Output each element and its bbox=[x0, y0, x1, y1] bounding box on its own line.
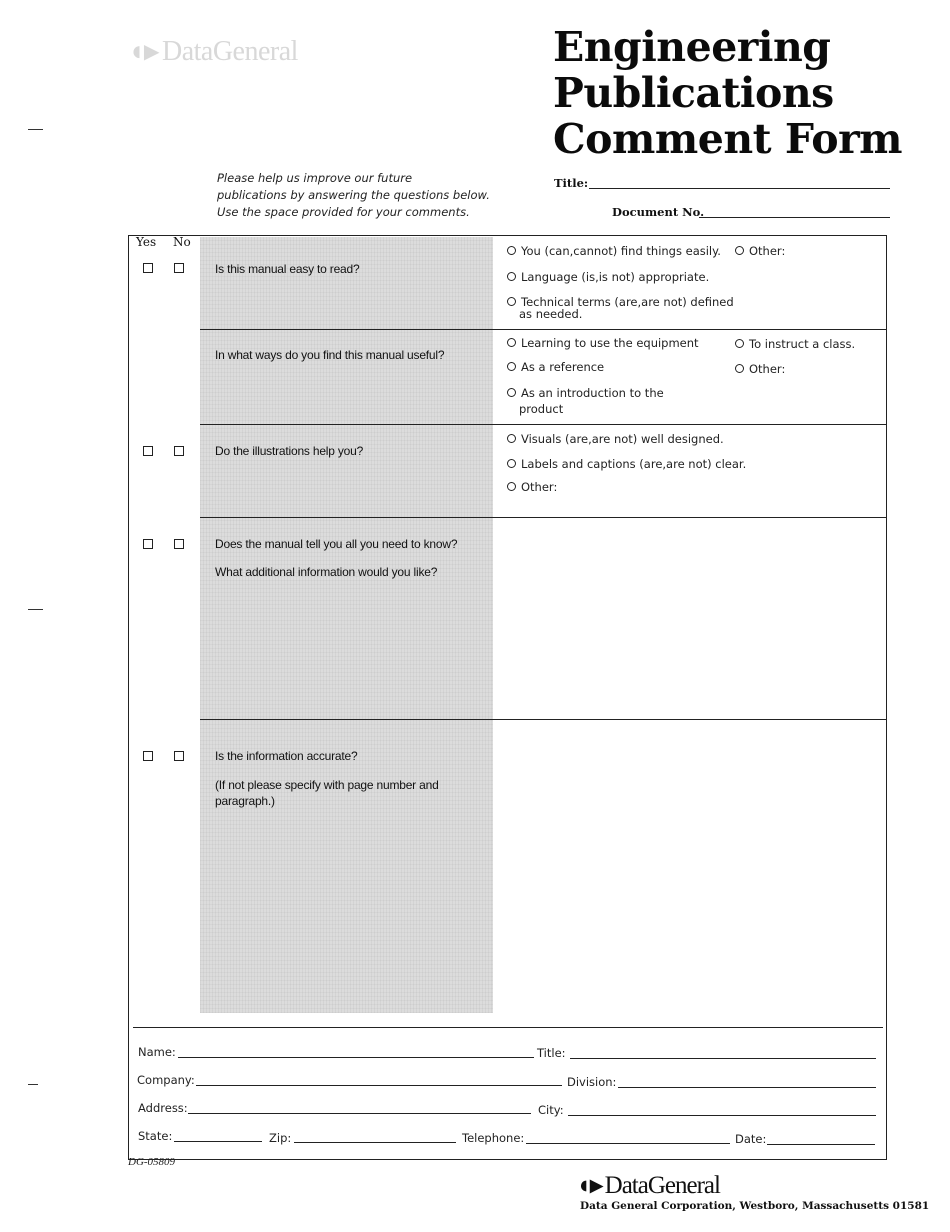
q3-yes-checkbox[interactable] bbox=[143, 446, 153, 456]
zip-field[interactable] bbox=[294, 1142, 456, 1143]
q1-option-other[interactable]: Other: bbox=[735, 245, 785, 258]
q5-yes-checkbox[interactable] bbox=[143, 751, 153, 761]
q2-option-learning[interactable]: Learning to use the equipment bbox=[507, 337, 699, 350]
q3-no-checkbox[interactable] bbox=[174, 446, 184, 456]
city-label: City: bbox=[538, 1103, 564, 1117]
q3-option-labels[interactable]: Labels and captions (are,are not) clear. bbox=[507, 458, 746, 471]
date-field[interactable] bbox=[767, 1144, 875, 1145]
radio-icon bbox=[507, 297, 516, 306]
document-no-label: Document No. bbox=[612, 205, 705, 219]
question-2: In what ways do you find this manual useful? bbox=[215, 348, 445, 362]
no-column-header: No bbox=[173, 235, 191, 249]
form-title-line: Comment Form bbox=[553, 115, 903, 163]
q1-option-technical[interactable]: Technical terms (are,are not) defined bbox=[507, 296, 734, 309]
margin-tick bbox=[28, 1084, 38, 1085]
question-5: Is the information accurate? bbox=[215, 749, 358, 763]
data-general-logo-icon: ◖▸ bbox=[576, 1172, 602, 1199]
radio-icon bbox=[507, 459, 516, 468]
question-4-followup: What additional information would you like? bbox=[215, 565, 438, 579]
radio-icon bbox=[507, 388, 516, 397]
document-no-field[interactable] bbox=[699, 217, 890, 218]
q3-option-visuals[interactable]: Visuals (are,are not) well designed. bbox=[507, 433, 724, 446]
form-title-line: Publications bbox=[553, 69, 834, 117]
q1-option-technical-cont: as needed. bbox=[519, 307, 583, 321]
question-5-note: (If not please specify with page number and bbox=[215, 778, 439, 792]
radio-icon bbox=[507, 362, 516, 371]
division-field[interactable] bbox=[618, 1087, 876, 1088]
form-title-line: Engineering bbox=[553, 23, 831, 71]
company-label: Company: bbox=[137, 1073, 195, 1087]
radio-icon bbox=[507, 246, 516, 255]
q1-option-find[interactable]: You (can,cannot) find things easily. bbox=[507, 245, 721, 258]
q1-no-checkbox[interactable] bbox=[174, 263, 184, 273]
radio-icon bbox=[507, 482, 516, 491]
intro-line: Please help us improve our future bbox=[217, 171, 413, 185]
q2-option-introduction[interactable]: As an introduction to the bbox=[507, 387, 664, 400]
form-title bbox=[553, 24, 902, 162]
address-label: Address: bbox=[138, 1101, 188, 1115]
question-5-note-cont: paragraph.) bbox=[215, 794, 275, 808]
q5-no-checkbox[interactable] bbox=[174, 751, 184, 761]
form-code: DG-05809 bbox=[128, 1156, 176, 1168]
company-field[interactable] bbox=[196, 1085, 562, 1086]
row-divider bbox=[200, 517, 886, 518]
title-label: Title: bbox=[554, 176, 589, 190]
q1-yes-checkbox[interactable] bbox=[143, 263, 153, 273]
row-divider bbox=[200, 329, 886, 330]
state-label: State: bbox=[138, 1129, 173, 1143]
state-field[interactable] bbox=[174, 1141, 262, 1142]
radio-icon bbox=[507, 434, 516, 443]
telephone-label: Telephone: bbox=[462, 1131, 525, 1145]
yes-column-header: Yes bbox=[136, 235, 157, 249]
q1-option-language[interactable]: Language (is,is not) appropriate. bbox=[507, 271, 709, 284]
radio-icon bbox=[735, 364, 744, 373]
radio-icon bbox=[507, 272, 516, 281]
contact-title-label: Title: bbox=[537, 1046, 566, 1060]
question-3: Do the illustrations help you? bbox=[215, 444, 364, 458]
q5-comment-area[interactable] bbox=[500, 724, 883, 1020]
question-4: Does the manual tell you all you need to know? bbox=[215, 537, 458, 551]
contact-divider bbox=[133, 1027, 883, 1028]
name-label: Name: bbox=[138, 1045, 176, 1059]
data-general-logo-icon: ◖▸ bbox=[128, 36, 158, 67]
q4-yes-checkbox[interactable] bbox=[143, 539, 153, 549]
intro-line: publications by answering the questions below. bbox=[217, 188, 490, 202]
intro-text bbox=[217, 170, 507, 221]
date-label: Date: bbox=[735, 1132, 767, 1146]
row-divider bbox=[200, 719, 886, 720]
q4-no-checkbox[interactable] bbox=[174, 539, 184, 549]
radio-icon bbox=[735, 246, 744, 255]
radio-icon bbox=[735, 339, 744, 348]
margin-tick bbox=[28, 609, 43, 610]
q2-option-other[interactable]: Other: bbox=[735, 363, 785, 376]
question-1: Is this manual easy to read? bbox=[215, 262, 360, 276]
q2-option-introduction-cont: product bbox=[519, 402, 564, 416]
faint-logo bbox=[128, 34, 298, 68]
q2-option-reference[interactable]: As a reference bbox=[507, 361, 604, 374]
radio-icon bbox=[507, 338, 516, 347]
q4-comment-area[interactable] bbox=[500, 522, 883, 716]
telephone-field[interactable] bbox=[526, 1143, 730, 1144]
intro-line: Use the space provided for your comments. bbox=[217, 205, 470, 219]
corporation-address: Data General Corporation, Westboro, Massachusetts 01581 bbox=[580, 1200, 930, 1212]
faint-logo-text: DataGeneral bbox=[161, 36, 298, 67]
title-field[interactable] bbox=[589, 188, 890, 189]
division-label: Division: bbox=[567, 1075, 617, 1089]
q3-option-other[interactable]: Other: bbox=[507, 481, 557, 494]
name-field[interactable] bbox=[178, 1057, 534, 1058]
zip-label: Zip: bbox=[269, 1131, 292, 1145]
margin-tick bbox=[28, 129, 43, 130]
q2-option-instruct[interactable]: To instruct a class. bbox=[735, 338, 855, 351]
city-field[interactable] bbox=[568, 1115, 876, 1116]
address-field[interactable] bbox=[188, 1113, 531, 1114]
data-general-logo bbox=[576, 1170, 720, 1200]
logo-text: DataGeneral bbox=[604, 1172, 720, 1199]
row-divider bbox=[200, 424, 886, 425]
contact-title-field[interactable] bbox=[570, 1058, 876, 1059]
